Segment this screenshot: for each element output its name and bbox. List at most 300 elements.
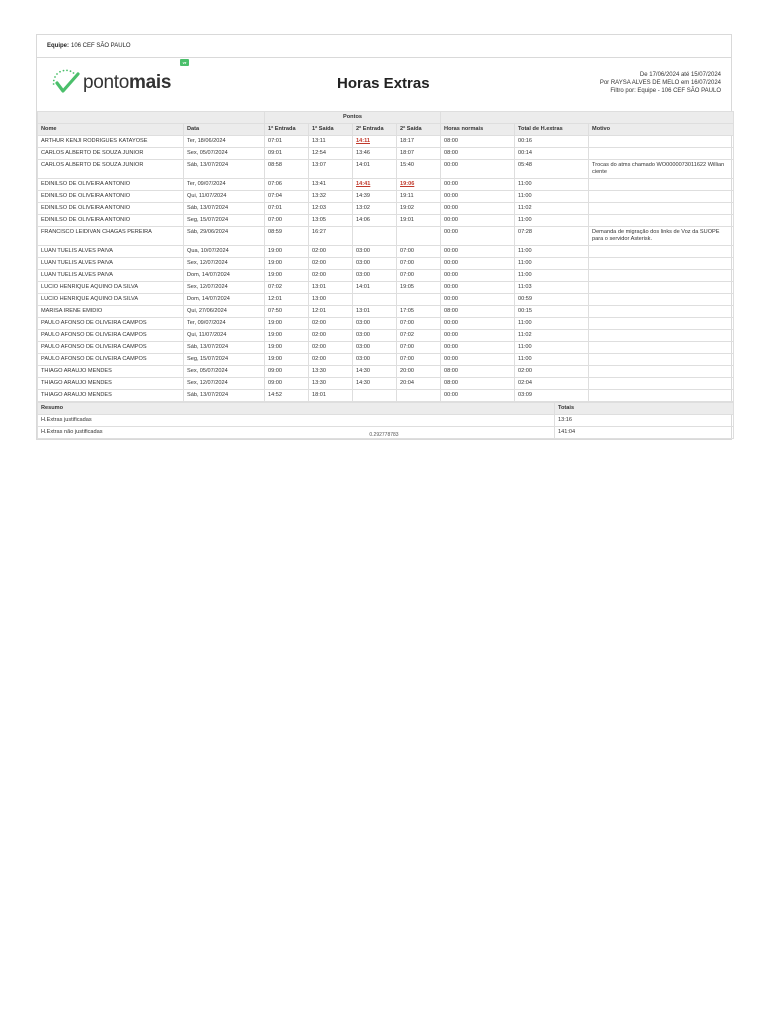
- cell-s2: [397, 215, 441, 227]
- cell-data-value: Sex, 12/07/2024: [187, 284, 228, 290]
- cell-normais: [441, 148, 515, 160]
- cell-nome-value: LUCIO HENRIQUE AQUINO DA SILVA: [41, 296, 139, 302]
- cell-motivo-value: Trocas do atms chamado WO0000073011622 Willian ciente: [592, 162, 725, 175]
- cell-normais-value: 00:00: [444, 392, 459, 398]
- table-group-header: [38, 112, 734, 124]
- cell-normais: [441, 318, 515, 330]
- cell-e1-value: 09:00: [268, 368, 282, 374]
- cell-e1-value: 07:02: [268, 284, 282, 290]
- cell-e1-value: 08:59: [268, 229, 282, 235]
- cell-e1-value: 08:58: [268, 162, 282, 168]
- cell-total: [515, 342, 589, 354]
- cell-total-value: 00:16: [518, 138, 533, 144]
- cell-s2: [397, 306, 441, 318]
- cell-data: [184, 306, 265, 318]
- overtime-table: [37, 111, 734, 402]
- cell-s1-value: 13:30: [312, 380, 326, 386]
- cell-total: [515, 294, 589, 306]
- cell-s2-value: 19:05: [400, 284, 414, 290]
- cell-motivo: [589, 390, 734, 402]
- report-sheet: [36, 34, 732, 440]
- cell-total-value: 00:15: [518, 308, 533, 314]
- cell-s1: [309, 203, 353, 215]
- cell-s2: [397, 270, 441, 282]
- column-header: Nome: [38, 124, 184, 136]
- cell-nome: [38, 342, 184, 354]
- cell-normais-value: 00:00: [444, 320, 459, 326]
- cell-data: [184, 366, 265, 378]
- cell-nome: [38, 179, 184, 191]
- cell-s1: [309, 294, 353, 306]
- cell-nome-value: EDINILSO DE OLIVEIRA ANTONIO: [41, 217, 131, 223]
- cell-total: [515, 227, 589, 246]
- cell-data-value: Sáb, 29/06/2024: [187, 229, 229, 235]
- cell-e2-value: 14:01: [356, 284, 370, 290]
- cell-nome: [38, 354, 184, 366]
- cell-normais-value: 08:00: [444, 380, 459, 386]
- cell-s2: [397, 179, 441, 191]
- table-row: [38, 366, 734, 378]
- cell-s1-value: 02:00: [312, 344, 326, 350]
- cell-e2: [353, 227, 397, 246]
- cell-s2: [397, 191, 441, 203]
- cell-e2: [353, 270, 397, 282]
- cell-data: [184, 136, 265, 148]
- cell-data-value: Sáb, 13/07/2024: [187, 392, 229, 398]
- cell-e1: [265, 270, 309, 282]
- cell-nome-value: LUAN TUELIS ALVES PAIVA: [41, 248, 114, 254]
- cell-s1: [309, 390, 353, 402]
- cell-s2: [397, 390, 441, 402]
- cell-data: [184, 282, 265, 294]
- cell-total: [515, 215, 589, 227]
- cell-normais: [441, 191, 515, 203]
- cell-motivo: [589, 354, 734, 366]
- cell-normais: [441, 354, 515, 366]
- cell-s1-value: 13:05: [312, 217, 326, 223]
- cell-s2-value: 18:17: [400, 138, 414, 144]
- cell-total-value: 11:00: [518, 344, 532, 350]
- cell-s2-value: 20:04: [400, 380, 414, 386]
- cell-e1: [265, 203, 309, 215]
- cell-e1: [265, 282, 309, 294]
- cell-normais-value: 00:00: [444, 296, 459, 302]
- cell-data: [184, 354, 265, 366]
- cell-s2-value: 18:07: [400, 150, 414, 156]
- table-row: [38, 390, 734, 402]
- cell-e1-value: 19:00: [268, 332, 282, 338]
- table-row: [38, 378, 734, 390]
- cell-data-value: Ter, 18/06/2024: [187, 138, 226, 144]
- cell-s1: [309, 179, 353, 191]
- cell-normais-value: 08:00: [444, 150, 459, 156]
- cell-s2-value: 07:00: [400, 260, 414, 266]
- group-pontos: Pontos: [265, 112, 441, 124]
- cell-nome-value: EDINILSO DE OLIVEIRA ANTONIO: [41, 205, 131, 211]
- cell-s2-value: 07:00: [400, 356, 414, 362]
- cell-e2: [353, 306, 397, 318]
- cell-data: [184, 148, 265, 160]
- cell-e2-value: 13:02: [356, 205, 370, 211]
- summary-value: 13:16: [555, 415, 734, 427]
- cell-s1-value: 16:27: [312, 229, 326, 235]
- cell-nome: [38, 203, 184, 215]
- cell-motivo: [589, 330, 734, 342]
- cell-data-value: Sáb, 13/07/2024: [187, 162, 229, 168]
- cell-s1: [309, 342, 353, 354]
- cell-s1-value: 13:07: [312, 162, 326, 168]
- cell-total-value: 11:00: [518, 356, 532, 362]
- cell-s1-value: 13:00: [312, 296, 326, 302]
- cell-e2: [353, 354, 397, 366]
- report-meta: [600, 71, 721, 95]
- cell-nome: [38, 215, 184, 227]
- cell-normais-value: 00:00: [444, 284, 459, 290]
- cell-e2: [353, 136, 397, 148]
- cell-total-value: 11:02: [518, 205, 532, 211]
- cell-nome: [38, 258, 184, 270]
- cell-e1: [265, 148, 309, 160]
- cell-nome-value: PAULO AFONSO DE OLIVEIRA CAMPOS: [41, 356, 147, 362]
- cell-data-value: Qua, 10/07/2024: [187, 248, 229, 254]
- cell-e2-value: 03:00: [356, 248, 370, 254]
- cell-motivo: [589, 318, 734, 330]
- cell-e2: [353, 258, 397, 270]
- cell-e1: [265, 227, 309, 246]
- cell-total: [515, 160, 589, 179]
- cell-normais: [441, 342, 515, 354]
- cell-e2-value: 14:30: [356, 368, 370, 374]
- cell-normais-value: 00:00: [444, 193, 459, 199]
- cell-s2: [397, 330, 441, 342]
- cell-s1-value: 02:00: [312, 320, 326, 326]
- cell-data-value: Ter, 09/07/2024: [187, 181, 226, 187]
- cell-s1-value: 02:00: [312, 332, 326, 338]
- cell-e1-value: 07:04: [268, 193, 282, 199]
- cell-e2-value: 03:00: [356, 260, 370, 266]
- cell-total-value: 11:00: [518, 272, 532, 278]
- cell-nome: [38, 390, 184, 402]
- cell-s1-value: 02:00: [312, 260, 326, 266]
- cell-nome: [38, 136, 184, 148]
- cell-nome-value: FRANCISCO LEIDIVAN CHAGAS PEREIRA: [41, 229, 152, 235]
- table-row: [38, 246, 734, 258]
- cell-s2-value: 15:40: [400, 162, 414, 168]
- cell-total: [515, 366, 589, 378]
- cell-s2: [397, 318, 441, 330]
- group-spacer-right: [441, 112, 734, 124]
- summary-label: H.Extras justificadas: [38, 415, 555, 427]
- cell-total: [515, 191, 589, 203]
- team-label: Equipe:: [47, 43, 69, 49]
- table-row: [38, 203, 734, 215]
- logo-text-bold: mais: [129, 72, 172, 93]
- cell-e2-value: 14:39: [356, 193, 370, 199]
- cell-normais: [441, 270, 515, 282]
- cell-nome-value: CARLOS ALBERTO DE SOUZA JUNIOR: [41, 162, 144, 168]
- cell-e2: [353, 148, 397, 160]
- cell-s1-value: 02:00: [312, 272, 326, 278]
- cell-e2: [353, 215, 397, 227]
- cell-e1: [265, 330, 309, 342]
- cell-e1: [265, 191, 309, 203]
- cell-e1-value: 09:01: [268, 150, 282, 156]
- cell-s1: [309, 270, 353, 282]
- table-column-header: [38, 124, 734, 136]
- cell-normais: [441, 282, 515, 294]
- cell-e1-value: 07:50: [268, 308, 282, 314]
- column-header: 2ª Saída: [397, 124, 441, 136]
- cell-motivo: [589, 246, 734, 258]
- cell-normais-value: 00:00: [444, 356, 459, 362]
- cell-s2: [397, 342, 441, 354]
- cell-nome-value: ARTHUR KENJI RODRIGUES KATAYOSE: [41, 138, 148, 144]
- cell-e2-value: 14:30: [356, 380, 370, 386]
- cell-s2: [397, 246, 441, 258]
- cell-total-value: 11:00: [518, 217, 532, 223]
- cell-s2-value: 19:06: [400, 181, 415, 187]
- cell-data: [184, 215, 265, 227]
- cell-e2: [353, 160, 397, 179]
- cell-nome: [38, 160, 184, 179]
- cell-data-value: Qui, 11/07/2024: [187, 193, 227, 199]
- table-row: [38, 306, 734, 318]
- cell-e1: [265, 366, 309, 378]
- cell-s2: [397, 227, 441, 246]
- cell-e2-value: 14:41: [356, 181, 371, 187]
- cell-e2: [353, 191, 397, 203]
- cell-total: [515, 390, 589, 402]
- cell-e1: [265, 136, 309, 148]
- page-title: Horas Extras: [337, 75, 430, 92]
- group-spacer-left: [38, 112, 265, 124]
- cell-data-value: Seg, 15/07/2024: [187, 217, 229, 223]
- cell-nome-value: EDINILSO DE OLIVEIRA ANTONIO: [41, 181, 131, 187]
- table-row: [38, 215, 734, 227]
- team-bar: [37, 35, 731, 58]
- cell-motivo: [589, 136, 734, 148]
- table-row: [38, 342, 734, 354]
- cell-data: [184, 179, 265, 191]
- cell-nome-value: THIAGO ARAUJO MENDES: [41, 392, 112, 398]
- cell-s2-value: 07:00: [400, 272, 414, 278]
- cell-s1-value: 13:11: [312, 138, 326, 144]
- cell-nome: [38, 306, 184, 318]
- cell-s1: [309, 136, 353, 148]
- cell-motivo: [589, 306, 734, 318]
- cell-e2-value: 14:11: [356, 138, 370, 144]
- cell-normais-value: 00:00: [444, 272, 459, 278]
- cell-normais-value: 00:00: [444, 260, 459, 266]
- cell-e1-value: 14:52: [268, 392, 282, 398]
- cell-s2: [397, 282, 441, 294]
- cell-s2-value: 07:00: [400, 320, 414, 326]
- summary-label: H.Extras não justificadas: [38, 427, 555, 439]
- cell-e2: [353, 318, 397, 330]
- cell-motivo: [589, 294, 734, 306]
- cell-data: [184, 330, 265, 342]
- cell-total-value: 03:09: [518, 392, 533, 398]
- cell-total: [515, 258, 589, 270]
- cell-e2-value: 14:01: [356, 162, 370, 168]
- cell-s1: [309, 318, 353, 330]
- cell-e1-value: 07:01: [268, 205, 282, 211]
- cell-nome: [38, 270, 184, 282]
- cell-normais: [441, 378, 515, 390]
- cell-s1-value: 13:41: [312, 181, 326, 187]
- cell-total-value: 11:03: [518, 284, 532, 290]
- table-row: [38, 160, 734, 179]
- cell-e1-value: 19:00: [268, 320, 282, 326]
- cell-nome: [38, 330, 184, 342]
- cell-e2: [353, 330, 397, 342]
- cell-data: [184, 294, 265, 306]
- cell-normais-value: 00:00: [444, 181, 459, 187]
- cell-nome: [38, 282, 184, 294]
- cell-nome-value: EDINILSO DE OLIVEIRA ANTONIO: [41, 193, 131, 199]
- cell-s1: [309, 306, 353, 318]
- table-row: [38, 258, 734, 270]
- cell-nome-value: LUCIO HENRIQUE AQUINO DA SILVA: [41, 284, 139, 290]
- cell-e1-value: 19:00: [268, 260, 282, 266]
- table-row: [38, 282, 734, 294]
- cell-normais-value: 00:00: [444, 344, 459, 350]
- cell-e1: [265, 306, 309, 318]
- cell-total: [515, 136, 589, 148]
- cell-total: [515, 179, 589, 191]
- cell-e1-value: 07:00: [268, 217, 282, 223]
- cell-e2: [353, 342, 397, 354]
- cell-normais-value: 00:00: [444, 162, 459, 168]
- cell-e1: [265, 342, 309, 354]
- cell-s1: [309, 354, 353, 366]
- meta-author: Por RAYSA ALVES DE MELO em 16/07/2024: [599, 80, 721, 86]
- cell-normais: [441, 330, 515, 342]
- cell-total-value: 00:14: [518, 150, 533, 156]
- cell-s2-value: 07:02: [400, 332, 414, 338]
- cell-nome: [38, 294, 184, 306]
- cell-total: [515, 330, 589, 342]
- cell-normais: [441, 246, 515, 258]
- cell-s2-value: 20:00: [400, 368, 414, 374]
- cell-e2: [353, 378, 397, 390]
- cell-s1-value: 12:03: [312, 205, 326, 211]
- cell-s2: [397, 136, 441, 148]
- cell-total: [515, 203, 589, 215]
- cell-data-value: Dom, 14/07/2024: [187, 272, 230, 278]
- cell-nome: [38, 191, 184, 203]
- cell-total-value: 11:00: [518, 248, 532, 254]
- cell-e2: [353, 282, 397, 294]
- table-row: [38, 179, 734, 191]
- summary-label: Resumo: [38, 403, 555, 415]
- cell-s1: [309, 148, 353, 160]
- cell-normais-value: 00:00: [444, 332, 459, 338]
- cell-s2: [397, 258, 441, 270]
- cell-normais: [441, 294, 515, 306]
- table-body: [38, 136, 734, 402]
- table-row: [38, 318, 734, 330]
- cell-total-value: 05:48: [518, 162, 533, 168]
- table-row: [38, 191, 734, 203]
- cell-s1: [309, 246, 353, 258]
- column-header: 1ª Entrada: [265, 124, 309, 136]
- cell-normais: [441, 179, 515, 191]
- cell-data-value: Sex, 05/07/2024: [187, 150, 228, 156]
- logo-text-light: ponto: [83, 72, 130, 93]
- cell-s1: [309, 215, 353, 227]
- cell-normais-value: 08:00: [444, 368, 459, 374]
- cell-data: [184, 390, 265, 402]
- cell-e2-value: 13:01: [356, 308, 370, 314]
- cell-data: [184, 258, 265, 270]
- column-header: 2ª Entrada: [353, 124, 397, 136]
- cell-nome: [38, 378, 184, 390]
- cell-s2: [397, 294, 441, 306]
- cell-e1-value: 19:00: [268, 356, 282, 362]
- summary-totals-label: Totais: [555, 403, 734, 415]
- cell-s1: [309, 191, 353, 203]
- cell-nome: [38, 246, 184, 258]
- summary-value: 141:04: [555, 427, 734, 439]
- cell-total-value: 11:02: [518, 332, 532, 338]
- cell-motivo: [589, 227, 734, 246]
- cell-e2: [353, 366, 397, 378]
- cell-s2-value: 07:00: [400, 248, 414, 254]
- cell-normais: [441, 366, 515, 378]
- cell-nome-value: MARISA IRENE EMIDIO: [41, 308, 103, 314]
- cell-data: [184, 203, 265, 215]
- cell-e1: [265, 215, 309, 227]
- cell-data-value: Sex, 12/07/2024: [187, 380, 228, 386]
- cell-s2-value: 19:01: [400, 217, 414, 223]
- cell-data-value: Qui, 27/06/2024: [187, 308, 227, 314]
- cell-total: [515, 318, 589, 330]
- summary-header: [38, 403, 734, 415]
- cell-normais: [441, 258, 515, 270]
- cell-e2-value: 03:00: [356, 272, 370, 278]
- cell-nome: [38, 227, 184, 246]
- cell-data: [184, 191, 265, 203]
- cell-normais: [441, 215, 515, 227]
- cell-data: [184, 342, 265, 354]
- cell-s2: [397, 354, 441, 366]
- cell-nome: [38, 366, 184, 378]
- cell-data: [184, 270, 265, 282]
- column-header: Horas normais: [441, 124, 515, 136]
- cell-e1: [265, 258, 309, 270]
- cell-s1: [309, 227, 353, 246]
- cell-motivo: [589, 270, 734, 282]
- cell-total: [515, 306, 589, 318]
- cell-total: [515, 246, 589, 258]
- cell-motivo-value: Demanda de migração dos links de Voz da SUOPE para o servidor Asterisk.: [592, 229, 720, 242]
- table-row: [38, 270, 734, 282]
- cell-s2: [397, 148, 441, 160]
- cell-normais: [441, 203, 515, 215]
- logo-badge: vr: [180, 59, 189, 66]
- cell-s2-value: 07:00: [400, 344, 414, 350]
- team-value: 106 CEF SÃO PAULO: [71, 43, 131, 49]
- cell-s1-value: 02:00: [312, 248, 326, 254]
- cell-e1-value: 09:00: [268, 380, 282, 386]
- cell-s2: [397, 203, 441, 215]
- table-row: [38, 148, 734, 160]
- cell-e1-value: 07:01: [268, 138, 282, 144]
- cell-normais-value: 00:00: [444, 205, 459, 211]
- cell-total-value: 00:59: [518, 296, 533, 302]
- column-header: Motivo: [589, 124, 734, 136]
